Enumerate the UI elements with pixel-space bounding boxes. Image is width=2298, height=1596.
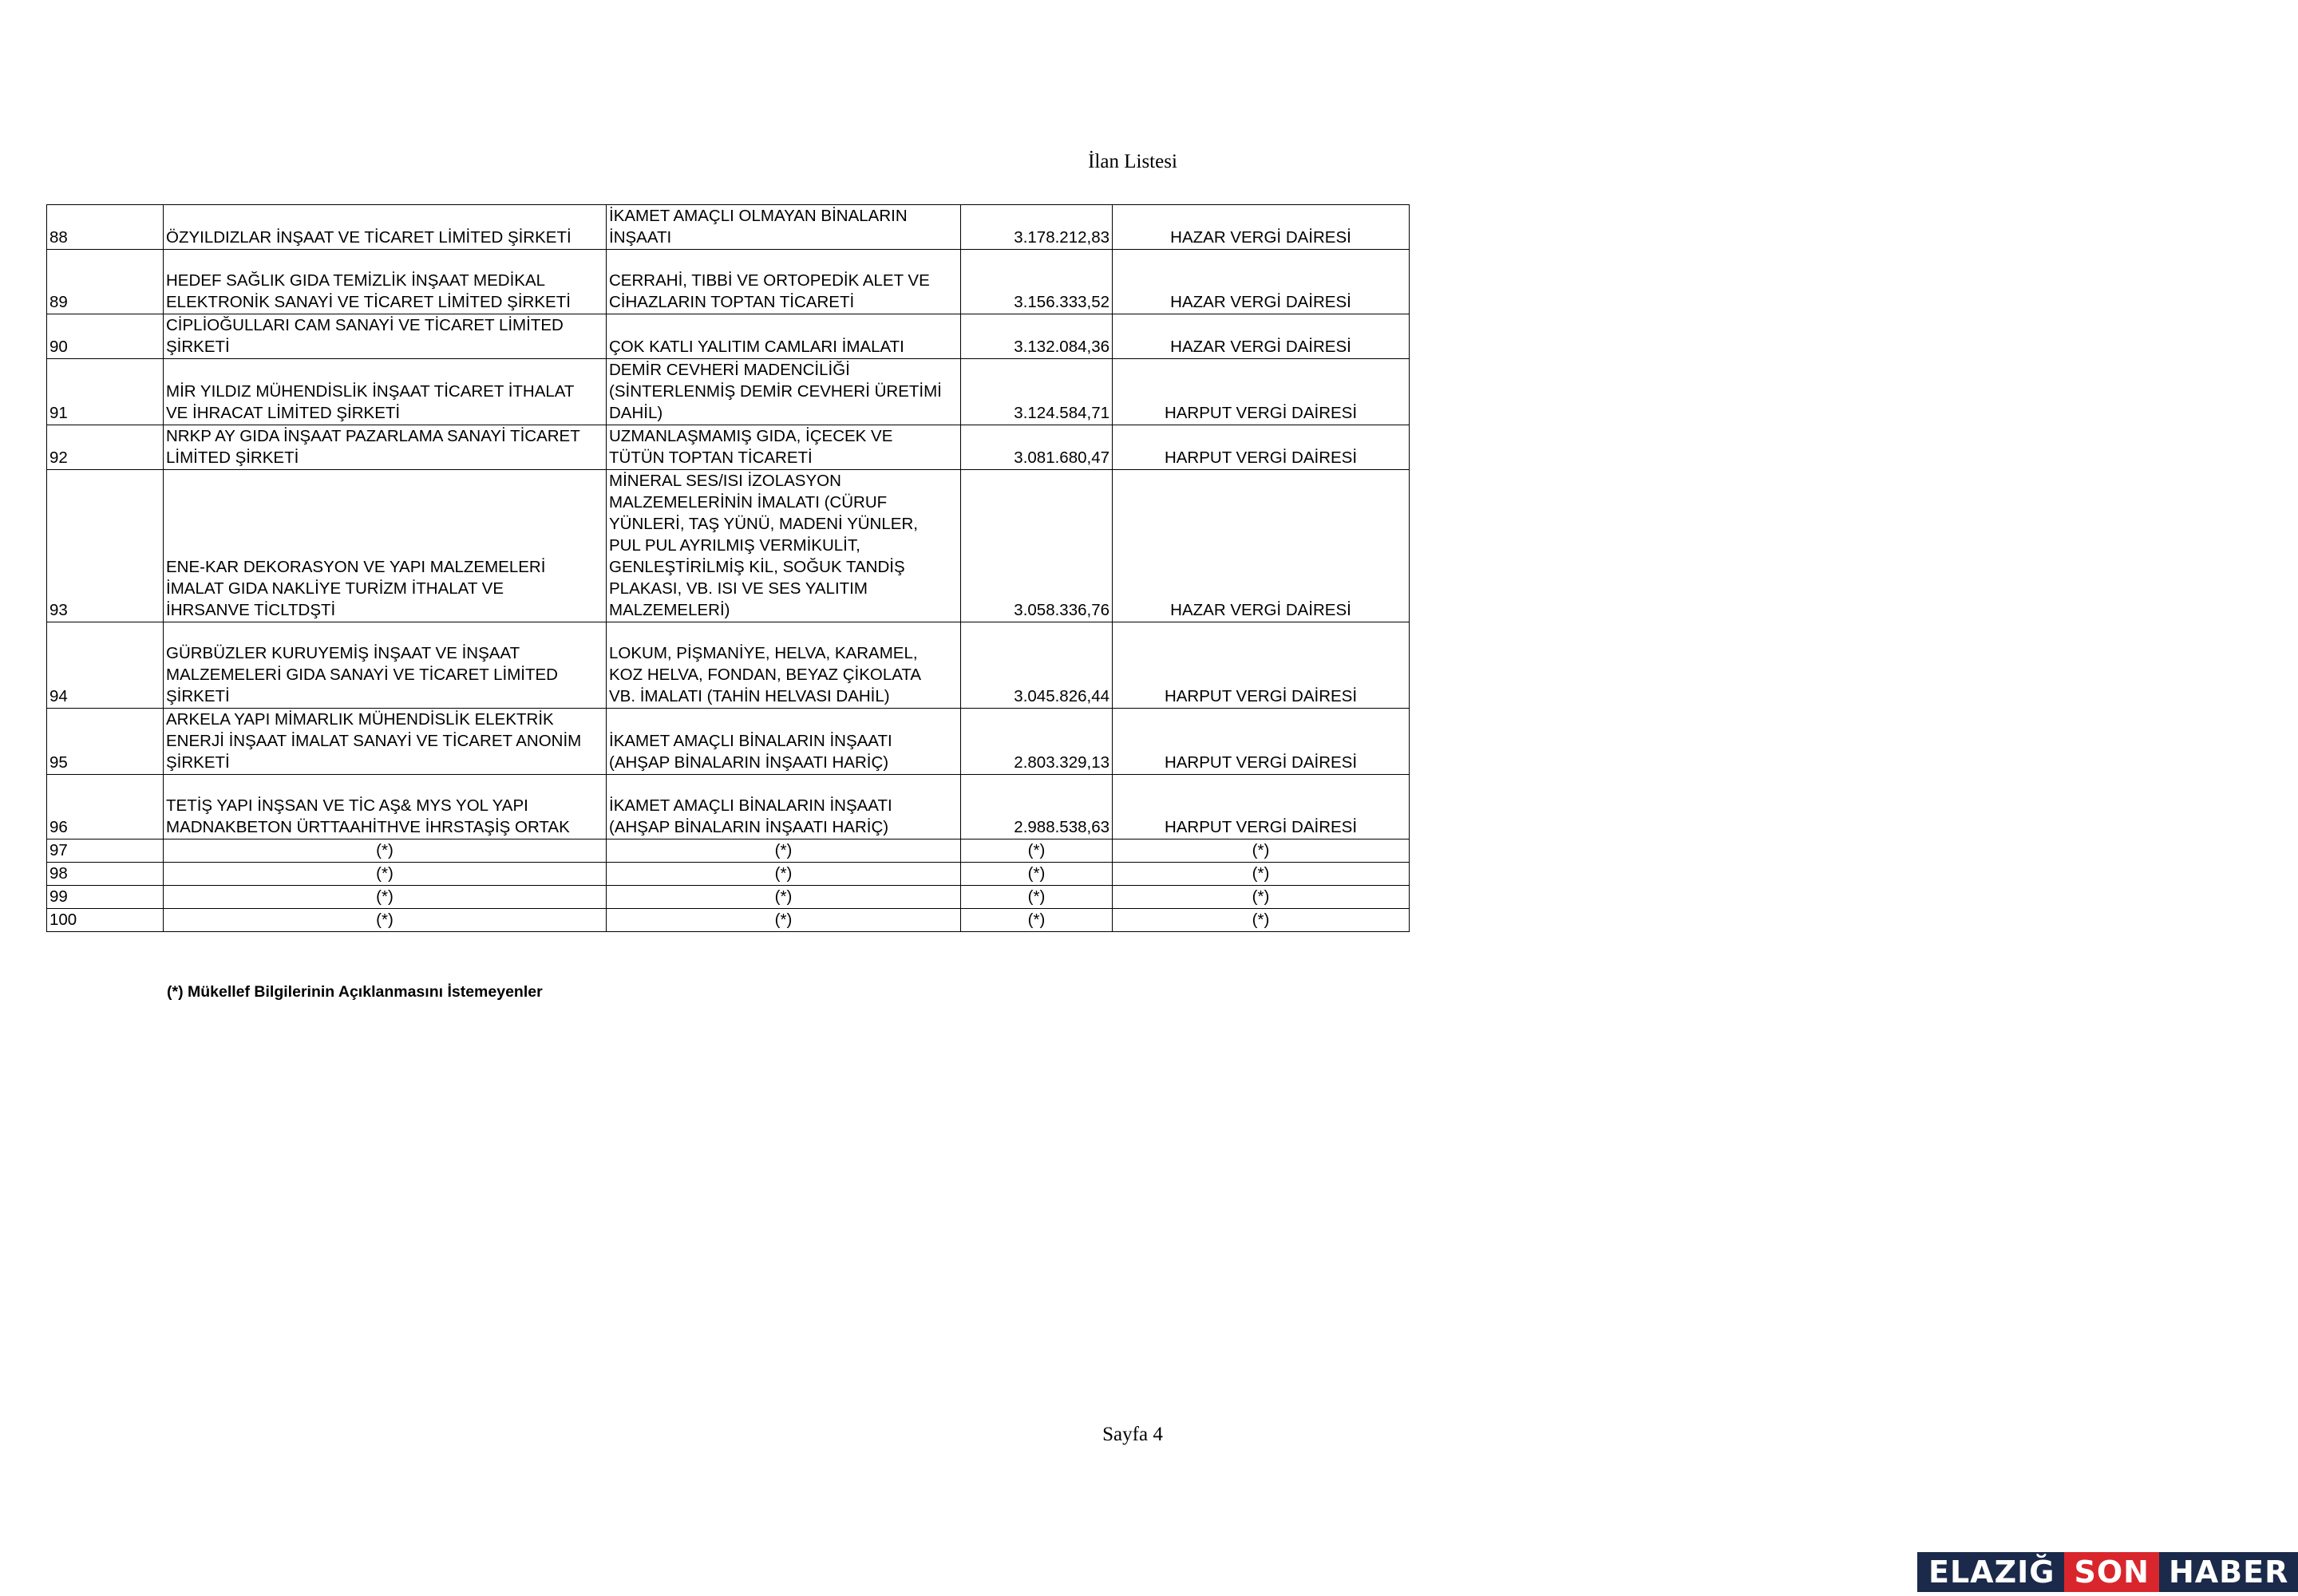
table-row xyxy=(47,314,1410,359)
activity-line: PUL PUL AYRILMIŞ VERMİKULİT, xyxy=(609,536,860,555)
tax-office-cell: HARPUT VERGİ DAİRESİ xyxy=(1113,359,1410,425)
company-name-cell xyxy=(164,425,607,470)
company-name-line: MADNAKBETON ÜRTTAAHİTHVE İHRSTAŞİŞ ORTAK xyxy=(166,818,570,836)
company-name-line: (*) xyxy=(376,911,394,929)
table-row xyxy=(47,775,1410,839)
activity-line: PLAKASI, VB. ISI VE SES YALITIM xyxy=(609,579,868,598)
company-name-line: ŞİRKETİ xyxy=(166,338,230,356)
company-name-cell xyxy=(164,839,607,863)
table-row xyxy=(47,622,1410,709)
amount-cell: 3.045.826,44 xyxy=(961,622,1113,709)
company-name-line: CİPLİOĞULLARI CAM SANAYİ VE TİCARET LİMİTED xyxy=(166,316,564,334)
company-name-cell xyxy=(164,886,607,909)
company-name-line: MALZEMELERİ GIDA SANAYİ VE TİCARET LİMİTED xyxy=(166,666,558,684)
listing-table-body xyxy=(47,205,1410,932)
activity-line: (*) xyxy=(774,887,793,906)
activity-line: VB. İMALATI (TAHİN HELVASI DAHİL) xyxy=(609,687,890,705)
table-row xyxy=(47,839,1410,863)
activity-line: (SİNTERLENMİŞ DEMİR CEVHERİ ÜRETİMİ xyxy=(609,382,942,401)
activity-line: (*) xyxy=(774,841,793,859)
activity-line: DEMİR CEVHERİ MADENCİLİĞİ xyxy=(609,361,850,379)
activity-line: YÜNLERİ, TAŞ YÜNÜ, MADENİ YÜNLER, xyxy=(609,515,918,533)
activity-line: (*) xyxy=(774,864,793,883)
activity-line: İKAMET AMAÇLI BİNALARIN İNŞAATI xyxy=(609,732,892,750)
tax-office-cell: (*) xyxy=(1113,839,1410,863)
company-name-line: İMALAT GIDA NAKLİYE TURİZM İTHALAT VE xyxy=(166,579,504,598)
activity-line: KOZ HELVA, FONDAN, BEYAZ ÇİKOLATA xyxy=(609,666,922,684)
company-name-line: NRKP AY GIDA İNŞAAT PAZARLAMA SANAYİ TİCARET xyxy=(166,427,580,445)
activity-cell xyxy=(607,314,961,359)
activity-line: TÜTÜN TOPTAN TİCARETİ xyxy=(609,448,813,467)
tax-office-cell: HAZAR VERGİ DAİRESİ xyxy=(1113,250,1410,314)
activity-line: İKAMET AMAÇLI OLMAYAN BİNALARIN xyxy=(609,207,908,225)
tax-office-cell: (*) xyxy=(1113,886,1410,909)
activity-cell xyxy=(607,359,961,425)
tax-office-cell: (*) xyxy=(1113,909,1410,932)
activity-cell xyxy=(607,863,961,886)
activity-cell xyxy=(607,622,961,709)
table-row xyxy=(47,425,1410,470)
row-number-cell: 90 xyxy=(47,314,164,359)
company-name-line: LİMİTED ŞİRKETİ xyxy=(166,448,299,467)
company-name-line: İHRSANVE TİCLTDŞTİ xyxy=(166,601,336,619)
company-name-cell xyxy=(164,470,607,622)
activity-line: (*) xyxy=(774,911,793,929)
page-title: İlan Listesi xyxy=(1088,151,1177,172)
table-row xyxy=(47,709,1410,775)
tax-office-cell: HAZAR VERGİ DAİRESİ xyxy=(1113,314,1410,359)
activity-cell xyxy=(607,709,961,775)
company-name-line: ENE-KAR DEKORASYON VE YAPI MALZEMELERİ xyxy=(166,558,546,576)
company-name-cell xyxy=(164,250,607,314)
company-name-line: (*) xyxy=(376,841,394,859)
amount-cell: 2.803.329,13 xyxy=(961,709,1113,775)
company-name-line: HEDEF SAĞLIK GIDA TEMİZLİK İNŞAAT MEDİKAL xyxy=(166,271,546,290)
company-name-line: ÖZYILDIZLAR İNŞAAT VE TİCARET LİMİTED ŞİRKETİ xyxy=(166,228,572,247)
watermark-logo xyxy=(1917,1552,2289,1592)
tax-office-cell: HARPUT VERGİ DAİRESİ xyxy=(1113,622,1410,709)
row-number-cell: 96 xyxy=(47,775,164,839)
amount-cell: 3.058.336,76 xyxy=(961,470,1113,622)
table-row xyxy=(47,205,1410,250)
activity-cell xyxy=(607,839,961,863)
amount-cell: 3.156.333,52 xyxy=(961,250,1113,314)
row-number-cell: 88 xyxy=(47,205,164,250)
table-row xyxy=(47,470,1410,622)
company-name-line: MİR YILDIZ MÜHENDİSLİK İNŞAAT TİCARET İTHALAT xyxy=(166,382,575,401)
table-row xyxy=(47,863,1410,886)
activity-cell xyxy=(607,250,961,314)
activity-line: DAHİL) xyxy=(609,404,663,422)
amount-cell: (*) xyxy=(961,863,1113,886)
company-name-cell xyxy=(164,205,607,250)
activity-line: GENLEŞTİRİLMİŞ KİL, SOĞUK TANDİŞ xyxy=(609,558,905,576)
company-name-line: ELEKTRONİK SANAYİ VE TİCARET LİMİTED ŞİRKETİ xyxy=(166,293,571,311)
row-number-cell: 97 xyxy=(47,839,164,863)
activity-cell xyxy=(607,909,961,932)
amount-cell: (*) xyxy=(961,886,1113,909)
activity-line: MALZEMELERİ) xyxy=(609,601,730,619)
activity-line: MİNERAL SES/ISI İZOLASYON xyxy=(609,472,841,490)
amount-cell: (*) xyxy=(961,909,1113,932)
tax-office-cell: HARPUT VERGİ DAİRESİ xyxy=(1113,709,1410,775)
amount-cell: 2.988.538,63 xyxy=(961,775,1113,839)
row-number-cell: 92 xyxy=(47,425,164,470)
footnote: (*) Mükellef Bilgilerinin Açıklanmasını İstemeyenler xyxy=(167,983,543,1001)
activity-cell xyxy=(607,886,961,909)
activity-line: (AHŞAP BİNALARIN İNŞAATI HARİÇ) xyxy=(609,753,889,772)
company-name-line: ŞİRKETİ xyxy=(166,687,230,705)
company-name-line: ENERJİ İNŞAAT İMALAT SANAYİ VE TİCARET ANONİM xyxy=(166,732,582,750)
tax-office-cell: HAZAR VERGİ DAİRESİ xyxy=(1113,470,1410,622)
table-row xyxy=(47,909,1410,932)
company-name-line: TETİŞ YAPI İNŞSAN VE TİC AŞ& MYS YOL YAPI xyxy=(166,796,528,815)
company-name-cell xyxy=(164,775,607,839)
company-name-cell xyxy=(164,359,607,425)
tax-office-cell: (*) xyxy=(1113,863,1410,886)
activity-line: İKAMET AMAÇLI BİNALARIN İNŞAATI xyxy=(609,796,892,815)
activity-line: LOKUM, PİŞMANİYE, HELVA, KARAMEL, xyxy=(609,644,918,662)
watermark-part-1: ELAZIĞ xyxy=(1917,1552,2064,1592)
company-name-line: ARKELA YAPI MİMARLIK MÜHENDİSLİK ELEKTRİK xyxy=(166,710,554,729)
amount-cell: 3.124.584,71 xyxy=(961,359,1113,425)
company-name-line: VE İHRACAT LİMİTED ŞİRKETİ xyxy=(166,404,401,422)
company-name-cell xyxy=(164,909,607,932)
row-number-cell: 93 xyxy=(47,470,164,622)
row-number-cell: 99 xyxy=(47,886,164,909)
row-number-cell: 89 xyxy=(47,250,164,314)
amount-cell: 3.178.212,83 xyxy=(961,205,1113,250)
watermark-part-3: HABER xyxy=(2159,1552,2298,1592)
row-number-cell: 91 xyxy=(47,359,164,425)
row-number-cell: 100 xyxy=(47,909,164,932)
amount-cell: (*) xyxy=(961,839,1113,863)
table-row xyxy=(47,886,1410,909)
activity-cell xyxy=(607,205,961,250)
activity-line: UZMANLAŞMAMIŞ GIDA, İÇECEK VE xyxy=(609,427,893,445)
activity-line: (AHŞAP BİNALARIN İNŞAATI HARİÇ) xyxy=(609,818,889,836)
activity-line: MALZEMELERİNİN İMALATI (CÜRUF xyxy=(609,493,888,512)
company-name-line: (*) xyxy=(376,864,394,883)
activity-cell xyxy=(607,470,961,622)
company-name-cell xyxy=(164,314,607,359)
tax-office-cell: HARPUT VERGİ DAİRESİ xyxy=(1113,425,1410,470)
row-number-cell: 94 xyxy=(47,622,164,709)
listing-table xyxy=(46,204,1410,932)
row-number-cell: 95 xyxy=(47,709,164,775)
tax-office-cell: HARPUT VERGİ DAİRESİ xyxy=(1113,775,1410,839)
activity-cell xyxy=(607,425,961,470)
activity-cell xyxy=(607,775,961,839)
activity-line: İNŞAATI xyxy=(609,228,672,247)
company-name-line: (*) xyxy=(376,887,394,906)
activity-line: CERRAHİ, TIBBİ VE ORTOPEDİK ALET VE xyxy=(609,271,930,290)
table-row xyxy=(47,359,1410,425)
company-name-cell xyxy=(164,863,607,886)
table-row xyxy=(47,250,1410,314)
company-name-cell xyxy=(164,709,607,775)
amount-cell: 3.132.084,36 xyxy=(961,314,1113,359)
company-name-line: GÜRBÜZLER KURUYEMİŞ İNŞAAT VE İNŞAAT xyxy=(166,644,520,662)
tax-office-cell: HAZAR VERGİ DAİRESİ xyxy=(1113,205,1410,250)
watermark-part-2: SON xyxy=(2064,1552,2158,1592)
company-name-line: ŞİRKETİ xyxy=(166,753,230,772)
company-name-cell xyxy=(164,622,607,709)
activity-line: ÇOK KATLI YALITIM CAMLARI İMALATI xyxy=(609,338,904,356)
activity-line: CİHAZLARIN TOPTAN TİCARETİ xyxy=(609,293,855,311)
row-number-cell: 98 xyxy=(47,863,164,886)
amount-cell: 3.081.680,47 xyxy=(961,425,1113,470)
page-number: Sayfa 4 xyxy=(1102,1424,1163,1445)
